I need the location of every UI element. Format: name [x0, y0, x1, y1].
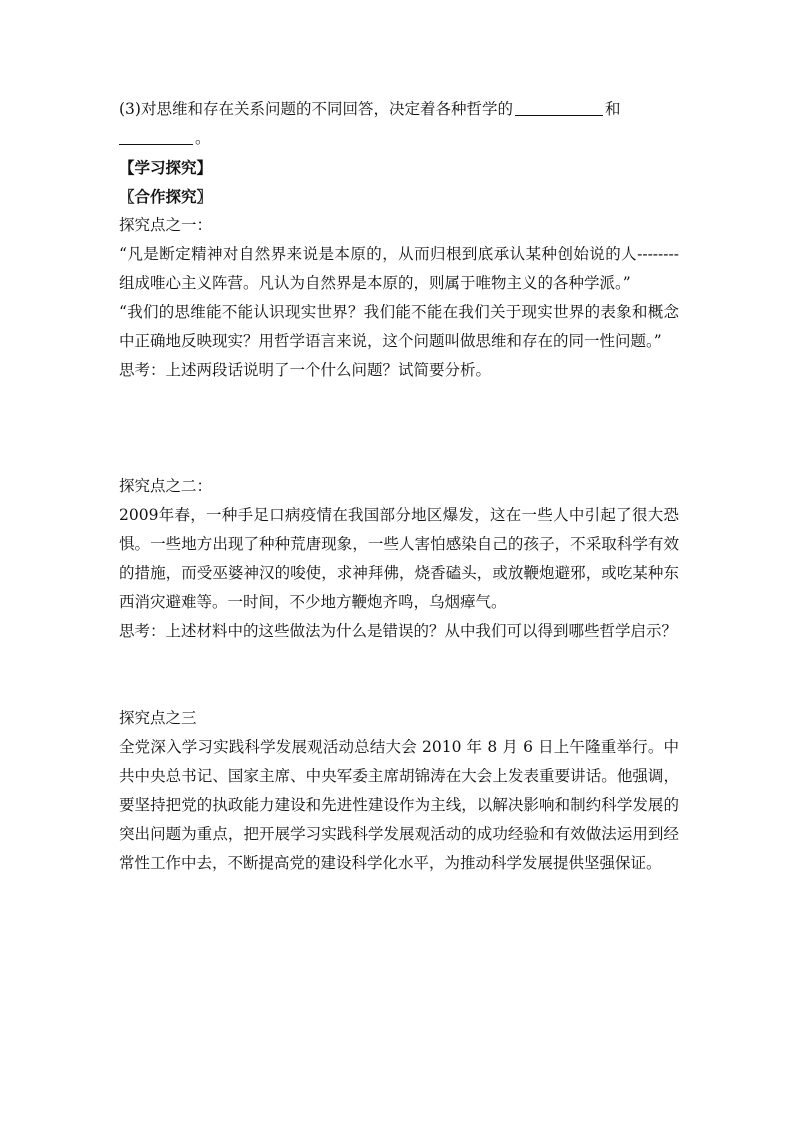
answer-space-2 [119, 646, 679, 704]
sub-title: 〖合作探究〗 [119, 187, 213, 206]
question-3-middle: 和 [604, 100, 621, 118]
point-3-material: 全党深入学习实践科学发展观活动总结大会 2010 年 8 月 6 日上午隆重举行。中共中央总书记、国家主席、中央军委主席胡锦涛在大会上发表重要讲话。他强调，要坚持把党的执政能力建设和先进性建设作为主线，以解决影响和制约科学发展的突出问题为重点，把开展学习实践科学发展观活动的成功经验和有效做法运用到经常性工作中去，不断提高党的建设科学化水平，为推动科学发展提供坚强保证。 [119, 738, 679, 872]
point-1-question: 思考：上述两段话说明了一个什么问题？试简要分析。 [119, 361, 492, 379]
point-3-label: 探究点之三 [119, 709, 197, 727]
point-1-quote-1: “凡是断定精神对自然界来说是本原的，从而归根到底承认某种创始说的人--------组成唯心主义阵营。凡认为自然界是本原的，则属于唯物主义的各种学派。” [119, 245, 679, 292]
question-3-suffix: 。 [195, 129, 211, 147]
page-content [119, 95, 679, 878]
section-title: 【学习探究】 [119, 158, 213, 177]
answer-blank-2[interactable] [119, 126, 193, 145]
answer-space-1 [119, 385, 679, 472]
question-3-continued [119, 124, 679, 153]
answer-blank-1[interactable] [515, 97, 603, 116]
point-1-label: 探究点之一： [119, 216, 213, 234]
point-2-material: 2009年春，一种手足口病疫情在我国部分地区爆发，这在一些人中引起了很大恐惧。一些地方出现了种种荒唐现象，一些人害怕感染自己的孩子，不采取科学有效的措施，而受巫婆神汉的唆使，求神拜佛，烧香磕头，或放鞭炮避邪，或吃某种东西消灾避难等。一时间，不少地方鞭炮齐鸣，乌烟瘴气。 [119, 506, 679, 611]
question-3-prefix: (3)对思维和存在关系问题的不同回答，决定着各种哲学的 [119, 100, 513, 118]
point-2-label: 探究点之二： [119, 477, 213, 495]
point-2-question: 思考：上述材料中的这些做法为什么是错误的？从中我们可以得到哪些哲学启示？ [119, 622, 678, 640]
point-1-quote-2: “我们的思维能不能认识现实世界？我们能不能在我们关于现实世界的表象和概念中正确地反映现实？用哲学语言来说，这个问题叫做思维和存在的同一性问题。” [119, 303, 679, 350]
question-3 [119, 95, 679, 124]
